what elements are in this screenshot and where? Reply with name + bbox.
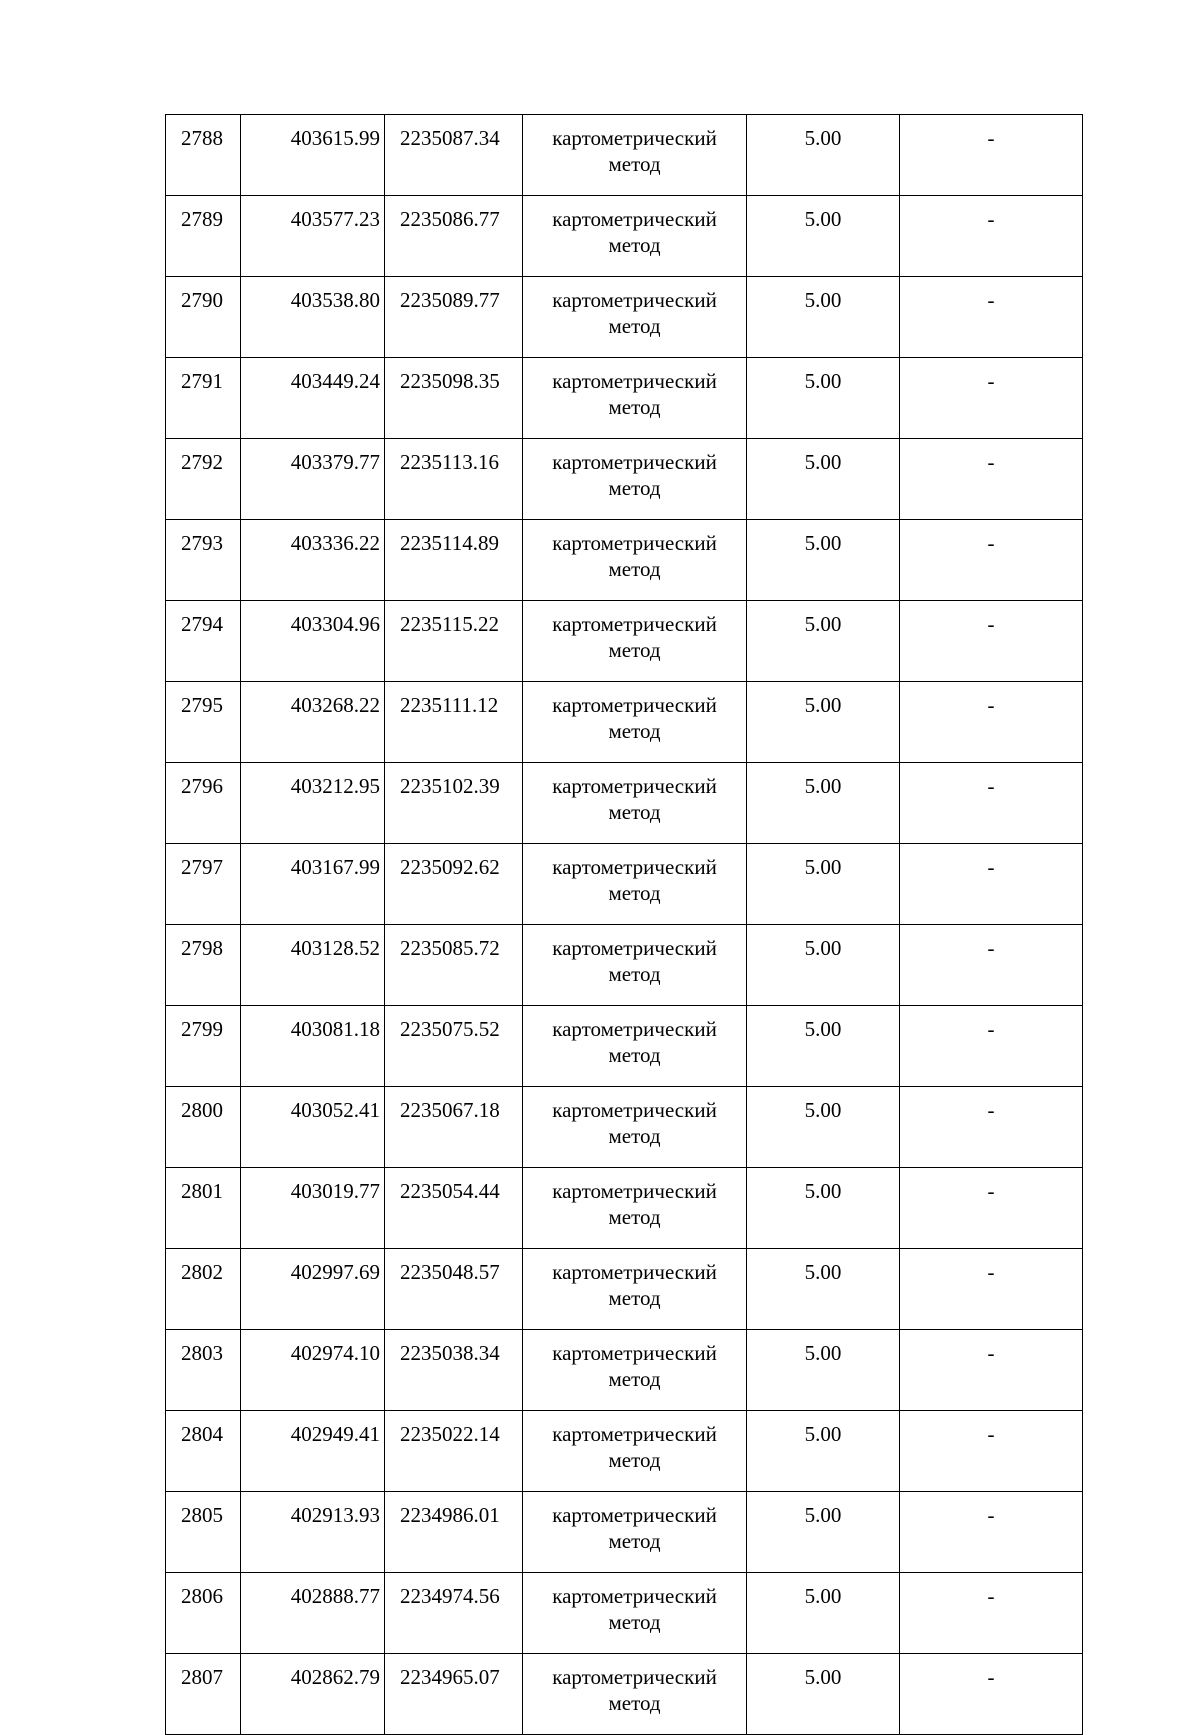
table-row [166,763,1083,844]
accuracy-cell: 5.00 [747,763,900,844]
y-coordinate-cell: 2235102.39 [385,763,523,844]
method-line-2: метод [608,1448,661,1472]
point-number-cell: 2800 [166,1087,241,1168]
method-line-2: метод [608,314,661,338]
method-line-1: картометрический [552,1017,717,1041]
table-row [166,1087,1083,1168]
x-coordinate-cell: 403128.52 [241,925,385,1006]
table-row [166,1249,1083,1330]
point-number-cell: 2799 [166,1006,241,1087]
description-cell: - [900,1573,1083,1654]
method-cell [523,1654,747,1735]
method-line-1: картометрический [552,1098,717,1122]
method-line-1: картометрический [552,369,717,393]
point-number-cell: 2797 [166,844,241,925]
table-row [166,1168,1083,1249]
method-cell [523,601,747,682]
x-coordinate-cell: 403379.77 [241,439,385,520]
x-coordinate-cell: 403577.23 [241,196,385,277]
description-cell: - [900,925,1083,1006]
point-number-cell: 2798 [166,925,241,1006]
table-row [166,925,1083,1006]
method-line-1: картометрический [552,1260,717,1284]
y-coordinate-cell: 2234974.56 [385,1573,523,1654]
accuracy-cell: 5.00 [747,277,900,358]
y-coordinate-cell: 2234986.01 [385,1492,523,1573]
method-cell [523,1411,747,1492]
x-coordinate-cell: 403304.96 [241,601,385,682]
point-number-cell: 2803 [166,1330,241,1411]
point-number-cell: 2805 [166,1492,241,1573]
method-cell [523,1330,747,1411]
method-line-2: метод [608,962,661,986]
description-cell: - [900,1411,1083,1492]
y-coordinate-cell: 2235085.72 [385,925,523,1006]
y-coordinate-cell: 2235087.34 [385,115,523,196]
table-row [166,1492,1083,1573]
x-coordinate-cell: 403052.41 [241,1087,385,1168]
method-line-1: картометрический [552,207,717,231]
description-cell: - [900,1006,1083,1087]
method-line-1: картометрический [552,693,717,717]
accuracy-cell: 5.00 [747,1492,900,1573]
y-coordinate-cell: 2235114.89 [385,520,523,601]
table-row [166,682,1083,763]
accuracy-cell: 5.00 [747,1087,900,1168]
point-number-cell: 2788 [166,115,241,196]
table-row [166,844,1083,925]
method-line-1: картометрический [552,936,717,960]
table-row [166,1006,1083,1087]
y-coordinate-cell: 2235086.77 [385,196,523,277]
x-coordinate-cell: 403615.99 [241,115,385,196]
method-line-2: метод [608,1610,661,1634]
method-cell [523,1168,747,1249]
method-line-2: метод [608,557,661,581]
method-line-2: метод [608,1043,661,1067]
y-coordinate-cell: 2235113.16 [385,439,523,520]
description-cell: - [900,520,1083,601]
method-line-2: метод [608,1124,661,1148]
method-cell [523,277,747,358]
method-line-2: метод [608,638,661,662]
accuracy-cell: 5.00 [747,358,900,439]
method-line-2: метод [608,1286,661,1310]
accuracy-cell: 5.00 [747,115,900,196]
method-line-2: метод [608,233,661,257]
method-cell [523,682,747,763]
x-coordinate-cell: 403538.80 [241,277,385,358]
table-row [166,1573,1083,1654]
y-coordinate-cell: 2235038.34 [385,1330,523,1411]
description-cell: - [900,1249,1083,1330]
point-number-cell: 2791 [166,358,241,439]
method-line-2: метод [608,1367,661,1391]
y-coordinate-cell: 2235022.14 [385,1411,523,1492]
method-line-2: метод [608,800,661,824]
y-coordinate-cell: 2235075.52 [385,1006,523,1087]
accuracy-cell: 5.00 [747,844,900,925]
method-line-2: метод [608,152,661,176]
table-row [166,601,1083,682]
description-cell: - [900,1492,1083,1573]
point-number-cell: 2801 [166,1168,241,1249]
table-row [166,1654,1083,1735]
point-number-cell: 2806 [166,1573,241,1654]
method-line-1: картометрический [552,1422,717,1446]
y-coordinate-cell: 2235115.22 [385,601,523,682]
description-cell: - [900,844,1083,925]
x-coordinate-cell: 403268.22 [241,682,385,763]
accuracy-cell: 5.00 [747,1654,900,1735]
method-line-2: метод [608,719,661,743]
point-number-cell: 2789 [166,196,241,277]
description-cell: - [900,439,1083,520]
method-cell [523,1087,747,1168]
y-coordinate-cell: 2235048.57 [385,1249,523,1330]
x-coordinate-cell: 402888.77 [241,1573,385,1654]
x-coordinate-cell: 403336.22 [241,520,385,601]
description-cell: - [900,1654,1083,1735]
method-line-2: метод [608,395,661,419]
accuracy-cell: 5.00 [747,1249,900,1330]
method-line-2: метод [608,1529,661,1553]
x-coordinate-cell: 402997.69 [241,1249,385,1330]
description-cell: - [900,277,1083,358]
method-cell [523,1249,747,1330]
method-line-1: картометрический [552,1503,717,1527]
accuracy-cell: 5.00 [747,1573,900,1654]
description-cell: - [900,358,1083,439]
accuracy-cell: 5.00 [747,439,900,520]
method-cell [523,844,747,925]
accuracy-cell: 5.00 [747,1168,900,1249]
y-coordinate-cell: 2235111.12 [385,682,523,763]
table-row [166,277,1083,358]
table-row [166,196,1083,277]
description-cell: - [900,763,1083,844]
method-line-1: картометрический [552,1584,717,1608]
y-coordinate-cell: 2235089.77 [385,277,523,358]
point-number-cell: 2804 [166,1411,241,1492]
description-cell: - [900,1330,1083,1411]
y-coordinate-cell: 2235092.62 [385,844,523,925]
description-cell: - [900,682,1083,763]
method-line-2: метод [608,476,661,500]
method-cell [523,115,747,196]
accuracy-cell: 5.00 [747,601,900,682]
x-coordinate-cell: 403212.95 [241,763,385,844]
table-row [166,520,1083,601]
method-line-1: картометрический [552,1341,717,1365]
accuracy-cell: 5.00 [747,1006,900,1087]
coordinates-table [165,114,1083,1735]
method-line-1: картометрический [552,855,717,879]
x-coordinate-cell: 402949.41 [241,1411,385,1492]
y-coordinate-cell: 2235054.44 [385,1168,523,1249]
point-number-cell: 2792 [166,439,241,520]
accuracy-cell: 5.00 [747,196,900,277]
table-row [166,1411,1083,1492]
accuracy-cell: 5.00 [747,520,900,601]
x-coordinate-cell: 403081.18 [241,1006,385,1087]
point-number-cell: 2807 [166,1654,241,1735]
point-number-cell: 2793 [166,520,241,601]
description-cell: - [900,196,1083,277]
x-coordinate-cell: 402974.10 [241,1330,385,1411]
method-line-1: картометрический [552,774,717,798]
method-cell [523,1492,747,1573]
x-coordinate-cell: 403167.99 [241,844,385,925]
method-cell [523,439,747,520]
method-line-1: картометрический [552,288,717,312]
method-line-1: картометрический [552,1665,717,1689]
method-line-1: картометрический [552,450,717,474]
point-number-cell: 2795 [166,682,241,763]
point-number-cell: 2794 [166,601,241,682]
method-cell [523,196,747,277]
x-coordinate-cell: 402913.93 [241,1492,385,1573]
description-cell: - [900,115,1083,196]
method-cell [523,763,747,844]
x-coordinate-cell: 403449.24 [241,358,385,439]
method-cell [523,925,747,1006]
point-number-cell: 2790 [166,277,241,358]
table-row [166,439,1083,520]
accuracy-cell: 5.00 [747,925,900,1006]
y-coordinate-cell: 2234965.07 [385,1654,523,1735]
coordinates-table-body [166,115,1083,1735]
description-cell: - [900,1087,1083,1168]
description-cell: - [900,601,1083,682]
method-line-2: метод [608,1691,661,1715]
method-cell [523,520,747,601]
point-number-cell: 2796 [166,763,241,844]
accuracy-cell: 5.00 [747,1411,900,1492]
method-line-1: картометрический [552,531,717,555]
method-cell [523,358,747,439]
point-number-cell: 2802 [166,1249,241,1330]
table-row [166,1330,1083,1411]
accuracy-cell: 5.00 [747,1330,900,1411]
description-cell: - [900,1168,1083,1249]
method-cell [523,1006,747,1087]
x-coordinate-cell: 403019.77 [241,1168,385,1249]
method-line-1: картометрический [552,1179,717,1203]
method-cell [523,1573,747,1654]
x-coordinate-cell: 402862.79 [241,1654,385,1735]
table-row [166,358,1083,439]
y-coordinate-cell: 2235098.35 [385,358,523,439]
method-line-2: метод [608,881,661,905]
table-row [166,115,1083,196]
method-line-2: метод [608,1205,661,1229]
y-coordinate-cell: 2235067.18 [385,1087,523,1168]
method-line-1: картометрический [552,612,717,636]
method-line-1: картометрический [552,126,717,150]
accuracy-cell: 5.00 [747,682,900,763]
